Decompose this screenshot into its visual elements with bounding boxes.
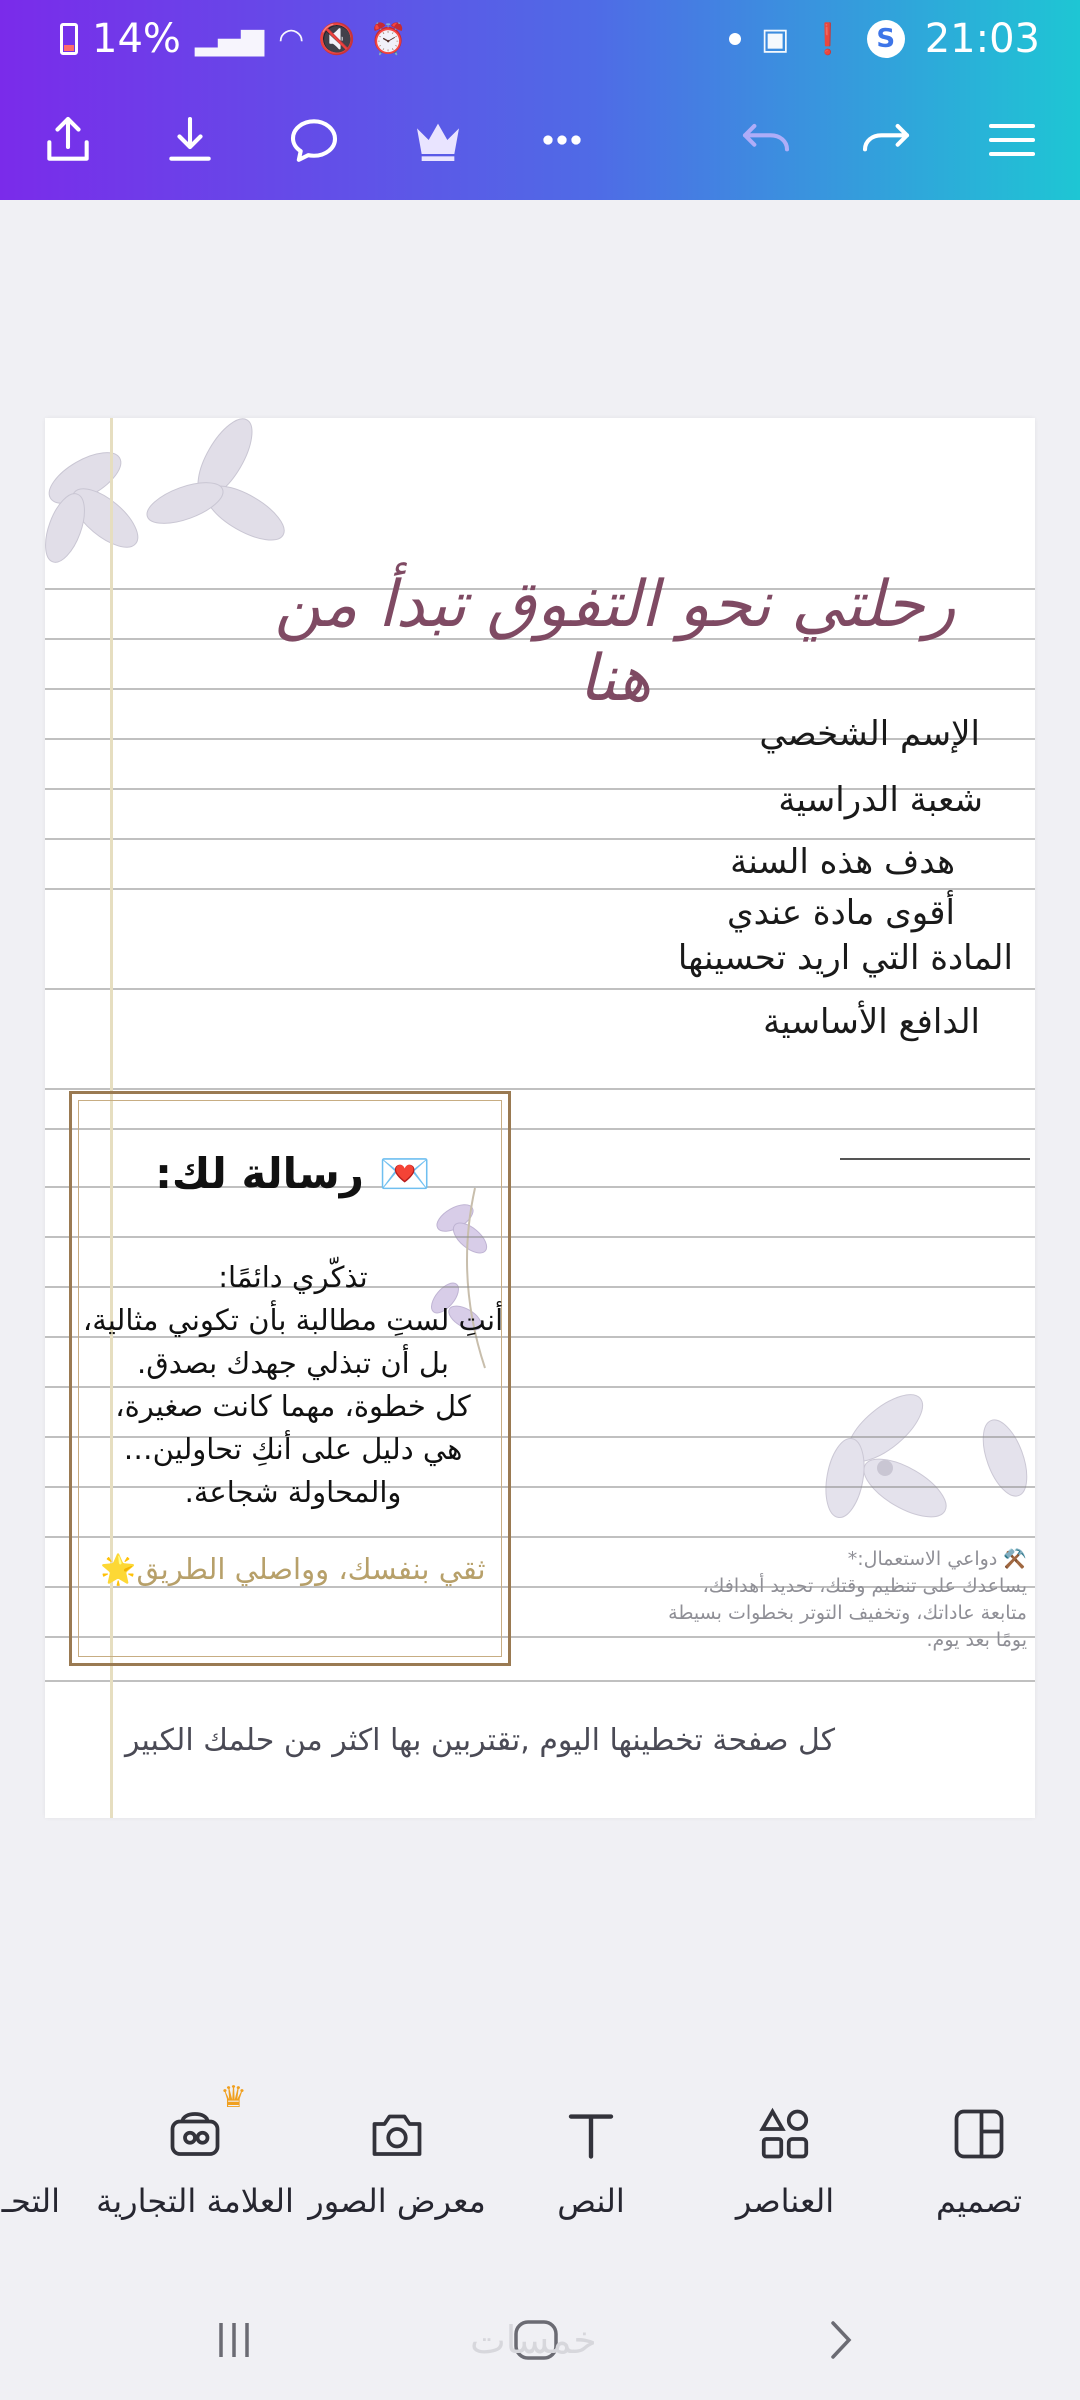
message-line: والمحاولة شجاعة. [184, 1475, 402, 1509]
document-title[interactable]: رحلتي نحو التفوق تبدأ من هنا [274, 568, 956, 716]
usage-line: يساعدك على تنظيم وقتك، تحديد أهدافك، [702, 1575, 1027, 1597]
message-line: هي دليل على أنكِ تحاولين… [123, 1432, 463, 1466]
message-frame[interactable] [69, 1091, 511, 1666]
share-icon [40, 112, 96, 168]
app-notification-icon: S [867, 20, 905, 58]
battery-percent: 14% [92, 16, 181, 62]
back-icon [815, 2315, 865, 2365]
alarm-icon: ⏰ [369, 21, 408, 57]
recent-apps-icon [209, 2315, 259, 2365]
usage-line: متابعة عاداتك، وتخفيف التوتر بخطوات بسيطة [668, 1602, 1027, 1624]
field-study-branch[interactable]: شعبة الدراسية [778, 780, 983, 820]
field-name[interactable]: الإسم الشخصي [759, 714, 980, 754]
camera-icon [367, 2104, 427, 2164]
undo-icon [738, 112, 794, 168]
answer-line [840, 1158, 1030, 1160]
message-line: كل خطوة، مهما كانت صغيرة، [115, 1389, 471, 1423]
tool-gallery[interactable] [292, 2080, 502, 2230]
gallery-notification-icon: ▣ [761, 21, 790, 57]
undo-button[interactable] [726, 100, 806, 180]
crown-icon [410, 112, 466, 168]
ruled-line [45, 988, 1035, 990]
watermark-text: خمسات [470, 2318, 597, 2362]
recent-apps-button[interactable] [184, 2300, 284, 2380]
tool-brand[interactable] [90, 2080, 300, 2230]
ruled-line [45, 1088, 1035, 1090]
menu-button[interactable] [972, 100, 1052, 180]
tool-elements[interactable] [680, 2080, 890, 2230]
ruled-line [45, 838, 1035, 840]
elements-shapes-icon [755, 2104, 815, 2164]
top-header [0, 0, 1080, 200]
more-icon [534, 112, 590, 168]
footer-quote[interactable]: كل صفحة تخطينها اليوم ,تقتربين بها اكثر من حلمك الكبير [124, 1723, 836, 1758]
tool-label: معرض الصور [308, 2182, 486, 2220]
redo-icon [858, 112, 914, 168]
message-body [72, 1256, 514, 1514]
battery-icon [60, 23, 78, 55]
message-footer: ثقي بنفسك، وواصلي الطريق🌟 [100, 1552, 486, 1586]
editor-toolbar [0, 90, 1080, 200]
field-subject-to-improve[interactable]: المادة التي اريد تحسينها [677, 938, 1013, 978]
field-strongest-subject[interactable]: أقوى مادة عندي [726, 893, 955, 933]
redo-button[interactable] [846, 100, 926, 180]
usage-note[interactable] [607, 1546, 1027, 1654]
usage-line: يومًا بعد يوم. [926, 1629, 1027, 1651]
more-button[interactable] [522, 100, 602, 180]
notification-dot-icon [729, 33, 741, 45]
design-layout-icon [949, 2104, 1009, 2164]
brand-kit-icon [165, 2104, 225, 2164]
menu-icon [984, 112, 1040, 168]
tool-label: التحـ [1, 2182, 60, 2220]
alert-notification-icon: ❗ [809, 21, 847, 57]
message-title: 💌 رسالة لك: [155, 1149, 431, 1198]
premium-crown-icon: ♛ [220, 2080, 247, 2115]
tool-design[interactable] [874, 2080, 1080, 2230]
comment-button[interactable] [274, 100, 354, 180]
tool-label: النص [557, 2182, 625, 2220]
ruled-line [45, 1680, 1035, 1682]
field-year-goal[interactable]: هدف هذه السنة [730, 842, 955, 882]
field-main-motivation[interactable]: الدافع الأساسية [763, 1002, 980, 1042]
text-icon [561, 2104, 621, 2164]
clock-time: 21:03 [924, 16, 1040, 62]
share-button[interactable] [28, 100, 108, 180]
tool-partial[interactable] [0, 2080, 60, 2230]
download-button[interactable] [150, 100, 230, 180]
status-bar [0, 0, 1080, 80]
mute-icon: 🔇 [318, 21, 356, 57]
download-icon [162, 112, 218, 168]
wifi-icon: ◠ [278, 21, 305, 57]
bottom-tools-bar [0, 2080, 1080, 2240]
ruled-line [45, 888, 1035, 890]
tool-label: تصميم [935, 2182, 1023, 2220]
tool-label: العلامة التجارية [96, 2182, 294, 2220]
signal-icon: ▂▄▆ [194, 21, 265, 57]
design-page[interactable] [45, 418, 1035, 1818]
comment-icon [286, 112, 342, 168]
message-line: بل أن تبذلي جهدك بصدق. [137, 1346, 449, 1380]
usage-title: ⚒️ دواعي الاستعمال:* [847, 1548, 1027, 1570]
premium-button[interactable] [398, 100, 478, 180]
back-button[interactable] [790, 2300, 890, 2380]
tool-text[interactable] [486, 2080, 696, 2230]
message-line: تذكّري دائمًا: [218, 1260, 368, 1294]
tool-label: العناصر [735, 2182, 835, 2220]
message-line: أنتِ لستِ مطالبة بأن تكوني مثالية، [82, 1303, 504, 1337]
